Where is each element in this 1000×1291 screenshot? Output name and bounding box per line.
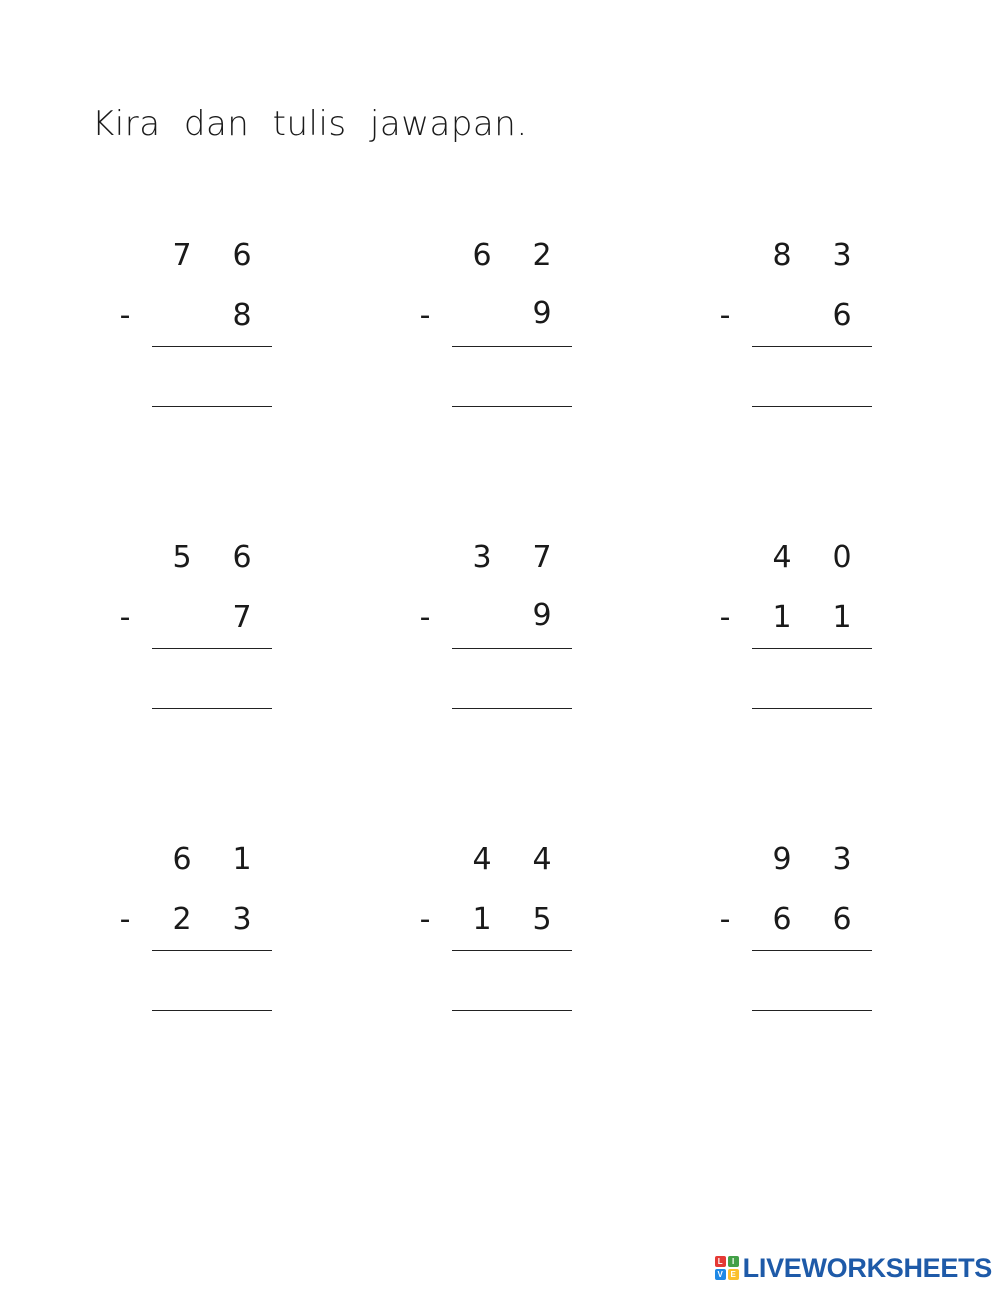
bottom-tens-digit: 1: [472, 902, 492, 937]
bottom-ones-digit: 9: [532, 598, 552, 633]
problem-9: [710, 840, 900, 1040]
top-ones-digit: 7: [532, 540, 552, 575]
answer-input[interactable]: [152, 669, 272, 709]
top-tens-digit: 9: [772, 842, 792, 877]
problem-7: [110, 840, 300, 1040]
problem-6: [710, 538, 900, 738]
top-tens-digit: 3: [472, 540, 492, 575]
top-ones-digit: 0: [832, 540, 852, 575]
problem-8: [410, 840, 600, 1040]
top-ones-digit: 1: [232, 842, 252, 877]
sum-line: [452, 950, 572, 951]
top-tens-digit: 4: [772, 540, 792, 575]
sum-line: [452, 648, 572, 649]
top-ones-digit: 2: [532, 238, 552, 273]
problem-1: [110, 236, 300, 436]
minus-sign: -: [419, 600, 431, 635]
top-tens-digit: 7: [172, 238, 192, 273]
bottom-ones-digit: 3: [232, 902, 252, 937]
answer-input[interactable]: [452, 669, 572, 709]
instruction-text: Kira dan tulis jawapan.: [92, 104, 528, 144]
minus-sign: -: [719, 298, 731, 333]
sum-line: [152, 648, 272, 649]
minus-sign: -: [719, 902, 731, 937]
top-tens-digit: 4: [472, 842, 492, 877]
bottom-ones-digit: 9: [532, 296, 552, 331]
logo-block: I: [728, 1256, 739, 1267]
top-ones-digit: 3: [832, 238, 852, 273]
sum-line: [752, 346, 872, 347]
bottom-tens-digit: 2: [172, 902, 192, 937]
bottom-ones-digit: 8: [232, 298, 252, 333]
logo-block: V: [715, 1269, 726, 1280]
problem-4: [110, 538, 300, 738]
liveworksheets-logo: [715, 1253, 992, 1283]
top-ones-digit: 6: [232, 540, 252, 575]
logo-text: LIVEWORKSHEETS: [742, 1252, 992, 1283]
answer-input[interactable]: [152, 367, 272, 407]
answer-input[interactable]: [752, 669, 872, 709]
answer-input[interactable]: [452, 971, 572, 1011]
sum-line: [452, 346, 572, 347]
problem-3: [710, 236, 900, 436]
top-tens-digit: 6: [472, 238, 492, 273]
minus-sign: -: [419, 298, 431, 333]
minus-sign: -: [119, 298, 131, 333]
answer-input[interactable]: [752, 971, 872, 1011]
top-ones-digit: 4: [532, 842, 552, 877]
logo-block: E: [728, 1269, 739, 1280]
top-tens-digit: 8: [772, 238, 792, 273]
logo-blocks-icon: [715, 1256, 739, 1280]
minus-sign: -: [119, 902, 131, 937]
top-ones-digit: 3: [832, 842, 852, 877]
problem-5: [410, 538, 600, 738]
bottom-tens-digit: 6: [772, 902, 792, 937]
sum-line: [152, 346, 272, 347]
logo-block: L: [715, 1256, 726, 1267]
sum-line: [752, 950, 872, 951]
bottom-ones-digit: 7: [232, 600, 252, 635]
minus-sign: -: [419, 902, 431, 937]
bottom-ones-digit: 6: [832, 298, 852, 333]
bottom-ones-digit: 6: [832, 902, 852, 937]
top-ones-digit: 6: [232, 238, 252, 273]
minus-sign: -: [719, 600, 731, 635]
minus-sign: -: [119, 600, 131, 635]
answer-input[interactable]: [752, 367, 872, 407]
bottom-tens-digit: 1: [772, 600, 792, 635]
sum-line: [152, 950, 272, 951]
sum-line: [752, 648, 872, 649]
top-tens-digit: 5: [172, 540, 192, 575]
bottom-ones-digit: 5: [532, 902, 552, 937]
bottom-ones-digit: 1: [832, 600, 852, 635]
top-tens-digit: 6: [172, 842, 192, 877]
problem-2: [410, 236, 600, 436]
answer-input[interactable]: [452, 367, 572, 407]
answer-input[interactable]: [152, 971, 272, 1011]
